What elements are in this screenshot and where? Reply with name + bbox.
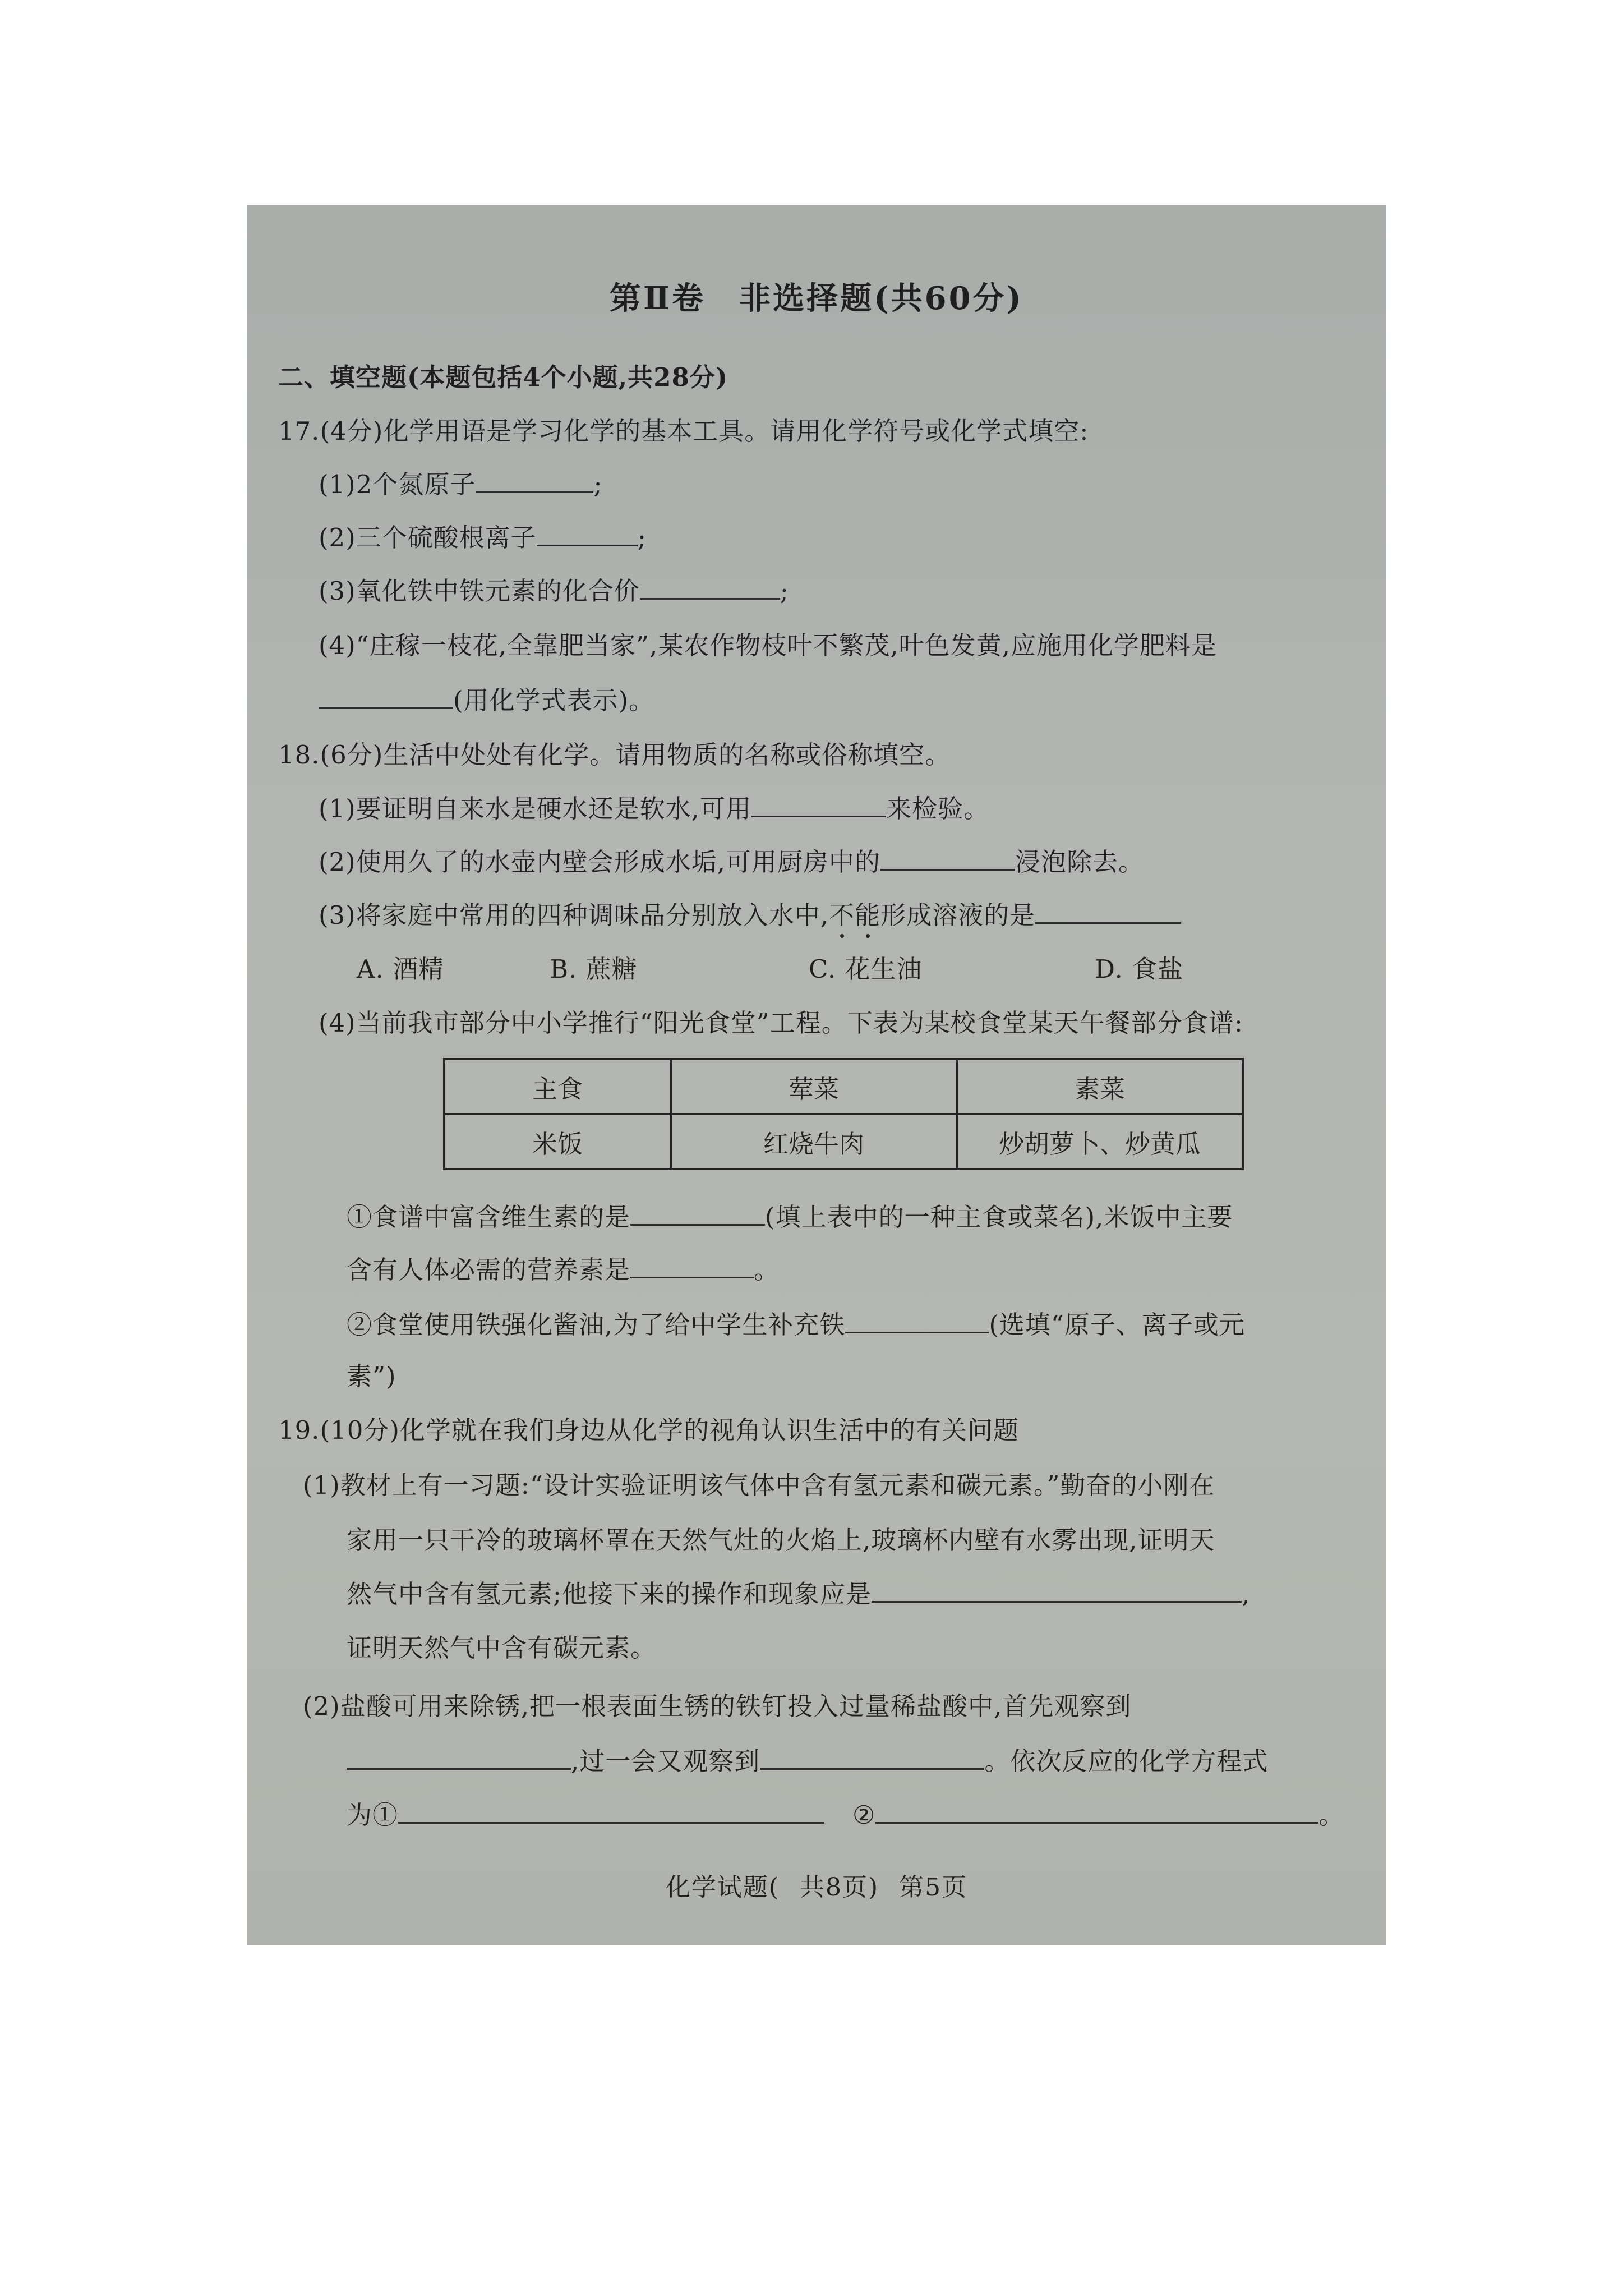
q17-part4-end: (用化学式表示)。 [453,685,655,715]
q19-part1-line2: 家用一只干冷的玻璃杯罩在天然气灶的火焰上,玻璃杯内壁有水雾出现,证明天 [347,1525,1215,1555]
q19-stem: 19.(10分)化学就在我们身边从化学的视角认识生活中的有关问题 [278,1415,1019,1445]
equation-2-label: ② [852,1800,876,1830]
q18-sub1-blank-2 [630,1253,754,1278]
q17-part3 [319,574,789,608]
emphasis-can: 能 [855,900,881,930]
q18-part1-blank [751,792,886,817]
q18-sub1-cont [347,1253,780,1287]
q19-part1-end: , [1242,1579,1251,1609]
q18-part3-blank [1035,899,1181,924]
emphasis-not: 不 [829,900,855,930]
table-header-row [444,1059,1243,1114]
table-cell: 米饭 [444,1114,671,1169]
q17-part1-text: (1)2个氮原子 [319,470,476,499]
exam-photo [247,205,1386,1945]
q18-sub1 [347,1200,1233,1234]
table-cell: 红烧牛肉 [671,1114,957,1169]
q19-part2-line2 [347,1745,1268,1778]
q19-part2-blank-2 [760,1745,984,1770]
q18-option-a: A. 酒精 [357,954,445,984]
lunch-menu-table [443,1058,1244,1170]
table-cell: 炒胡萝卜、炒黄瓜 [957,1114,1243,1169]
q17-part3-text: (3)氧化铁中铁元素的化合价 [319,576,640,606]
q18-sub2-text-2: (选填“原子、离子或元 [989,1310,1245,1340]
table-row [444,1114,1243,1169]
q18-sub1-end: 。 [754,1255,780,1285]
footer-total-pages: 共8页) [800,1873,879,1902]
q18-part2-blank [880,845,1015,871]
q19-part1-text: 然气中含有氢元素;他接下来的操作和现象应是 [347,1579,872,1609]
q17-part4: (4)“庄稼一枝花,全靠肥当家”,某农作物枝叶不繁茂,叶色发黄,应施用化学肥料是 [319,631,1217,660]
q18-part2-end: 浸泡除去。 [1015,847,1145,877]
q18-part1-text: (1)要证明自来水是硬水还是软水,可用 [319,794,752,823]
equation-2-blank [875,1798,1318,1824]
q19-part2-line3 [347,1798,1344,1832]
q19-part1-line1: (1)教材上有一习题:“设计实验证明该气体中含有氢元素和碳元素。”勤奋的小刚在 [303,1470,1215,1500]
footer-page-number: 第5页 [899,1873,968,1902]
q18-stem: 18.(6分)生活中处处有化学。请用物质的名称或俗称填空。 [278,740,951,770]
q18-part1 [319,792,989,826]
q19-part2-blank-1 [347,1745,571,1770]
q19-part1-blank [872,1577,1242,1603]
q18-sub1-blank [630,1200,765,1226]
q18-option-d: D. 食盐 [1095,954,1184,984]
q17-part4-blank [319,684,453,709]
q17-part2-text: (2)三个硫酸根离子 [319,523,537,553]
q18-sub2-cont: 素”) [347,1361,396,1391]
q18-option-c: C. 花生油 [809,954,923,984]
q18-part3-text: (3)将家庭中常用的四种调味品分别放入水中, [319,900,829,930]
q19-part2-text-2: 。依次反应的化学方程式 [984,1746,1269,1776]
table-header-cell: 素菜 [957,1059,1243,1114]
q18-sub2-blank [845,1308,989,1333]
q18-sub1-text: ①食谱中富含维生素的是 [347,1202,631,1232]
q18-part1-end: 来检验。 [886,794,990,823]
q17-part3-end: ; [780,576,789,606]
page-title: 第Ⅱ卷 非选择题(共60分) [609,280,1024,317]
q17-part3-blank [640,574,780,600]
q17-part1-end: ; [593,470,603,499]
q18-part4: (4)当前我市部分中小学推行“阳光食堂”工程。下表为某校食堂某天午餐部分食谱: [319,1008,1243,1038]
q17-part2-end: ; [637,523,647,553]
q18-part2-text: (2)使用久了的水壶内壁会形成水垢,可用厨房中的 [319,847,881,877]
q19-part1-line3 [347,1577,1250,1611]
q18-sub2-text: ②食堂使用铁强化酱油,为了给中学生补充铁 [347,1310,846,1340]
q18-part2 [319,845,1144,879]
q18-sub1-text-2: (填上表中的一种主食或菜名),米饭中主要 [765,1202,1233,1232]
q18-sub1-text-3: 含有人体必需的营养素是 [347,1255,631,1285]
q18-option-b: B. 蔗糖 [550,954,638,984]
q17-part2 [319,521,647,555]
table-header-cell: 荤菜 [671,1059,957,1114]
q19-part1-line4: 证明天然气中含有碳元素。 [347,1633,657,1663]
equation-1-label: 为① [347,1800,399,1830]
equation-end: 。 [1318,1800,1345,1830]
section-heading: 二、填空题(本题包括4个小题,共28分) [278,362,728,392]
q18-sub2 [347,1308,1245,1342]
q19-part2-line1: (2)盐酸可用来除锈,把一根表面生锈的铁钉投入过量稀盐酸中,首先观察到 [303,1691,1132,1721]
q17-part2-blank [537,521,638,546]
q17-part4-cont [319,684,654,717]
q18-part3-text-2: 形成溶液的是 [880,900,1036,930]
q17-part1 [319,468,603,501]
equation-1-blank [398,1798,824,1824]
q17-stem: 17.(4分)化学用语是学习化学的基本工具。请用化学符号或化学式填空: [278,416,1089,446]
page-footer [247,1867,1386,1903]
table-header-cell: 主食 [444,1059,671,1114]
q17-part1-blank [476,468,593,493]
exam-page [247,205,1386,1945]
q18-part3 [319,899,1181,932]
footer-subject: 化学试题( [665,1873,780,1902]
q19-part2-text: ,过一会又观察到 [571,1746,760,1776]
